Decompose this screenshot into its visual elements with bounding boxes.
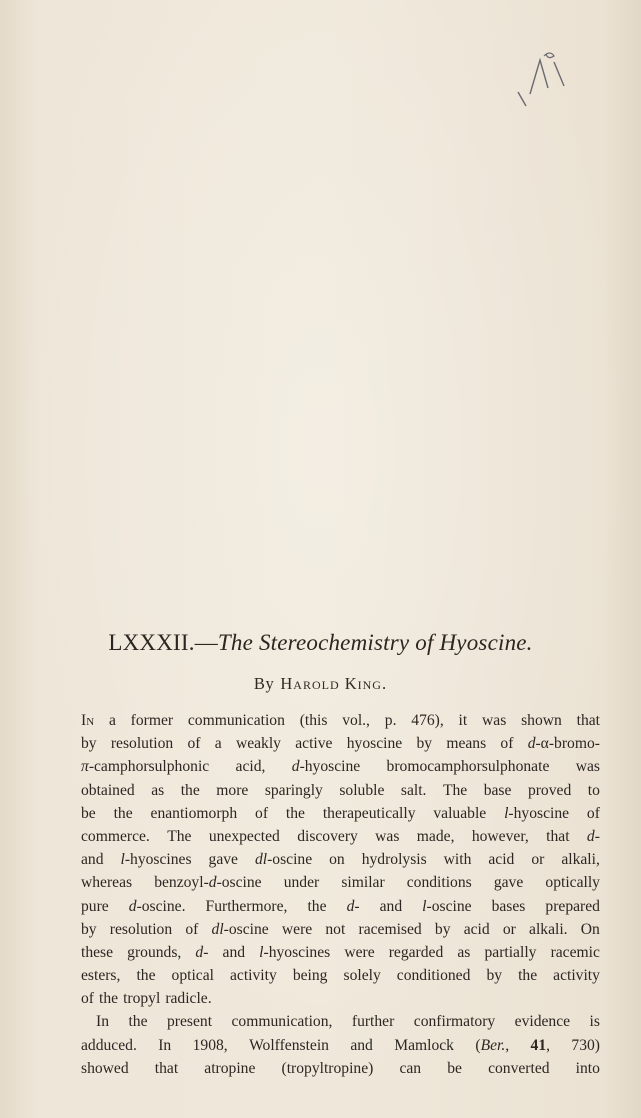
- word: resolution: [110, 735, 174, 753]
- word: was: [482, 712, 507, 729]
- word: 476),: [411, 712, 444, 729]
- word: On: [580, 920, 600, 938]
- text-line: [81, 1057, 600, 1080]
- text-line: [81, 779, 600, 802]
- article-body: [81, 709, 600, 1080]
- word: the: [285, 804, 305, 822]
- word: not: [325, 920, 346, 938]
- word: or: [502, 920, 516, 938]
- word: vol.,: [342, 712, 370, 729]
- word: d-: [586, 827, 600, 845]
- word: a: [108, 712, 116, 729]
- word: and: [81, 851, 104, 869]
- text-line: [81, 941, 600, 964]
- text-line: [81, 1034, 600, 1057]
- word: that: [154, 1059, 179, 1077]
- word: being: [292, 967, 328, 985]
- word: d-: [346, 897, 360, 915]
- word: dl-oscine: [254, 851, 313, 869]
- text-line: [81, 987, 600, 1010]
- word: atropine: [204, 1059, 256, 1077]
- title-word: The: [217, 630, 254, 655]
- word: bromocamphorsulphonate: [386, 758, 550, 776]
- word: of: [586, 804, 600, 822]
- word: (Ber.,: [475, 1036, 510, 1054]
- article-number: LXXXII.: [108, 630, 195, 655]
- word: and: [350, 1036, 373, 1054]
- word: 730): [571, 1036, 600, 1054]
- byline: [0, 674, 641, 694]
- word: pure: [81, 897, 109, 915]
- text-line: [81, 709, 600, 732]
- word: hydrolysis: [361, 851, 427, 869]
- word: soluble: [339, 781, 385, 799]
- author-name: Harold King.: [280, 674, 388, 693]
- text-line: [81, 895, 600, 918]
- word: In: [81, 712, 95, 729]
- pencil-mark: [508, 48, 580, 108]
- word: a: [214, 735, 222, 753]
- text-line: [81, 1010, 600, 1033]
- word: was: [575, 758, 600, 776]
- word: as: [151, 781, 165, 799]
- word: the: [128, 1013, 148, 1031]
- title-word: of: [415, 630, 434, 655]
- word: therapeutically: [322, 804, 416, 822]
- byline-by: By: [253, 674, 275, 693]
- word: is: [589, 1013, 600, 1031]
- word: The: [442, 781, 468, 799]
- word: be: [447, 1059, 462, 1077]
- word: the: [136, 967, 156, 985]
- word: base: [483, 781, 512, 799]
- word: were: [281, 920, 313, 938]
- text-line: [81, 871, 600, 894]
- text-line: [81, 918, 600, 941]
- word: it: [458, 712, 468, 729]
- word: by: [81, 920, 97, 938]
- word: l-hyoscines: [259, 943, 331, 961]
- word: (tropyltropine): [281, 1059, 374, 1077]
- word: optical: [171, 967, 214, 985]
- word: In: [96, 1013, 109, 1031]
- word: means: [446, 735, 487, 753]
- word: optically: [545, 874, 600, 892]
- word: weakly: [235, 735, 281, 753]
- word: l-hyoscine: [504, 804, 570, 822]
- word: that: [546, 827, 570, 845]
- word: under: [283, 874, 320, 892]
- word: 1908,: [192, 1036, 228, 1054]
- word: commerce.: [81, 827, 150, 845]
- word: l-hyoscines: [120, 851, 192, 869]
- word: as: [457, 943, 471, 961]
- word: communication,: [231, 1013, 333, 1031]
- word: unexpected: [208, 827, 280, 845]
- title-dash: —: [194, 630, 218, 655]
- word: hyoscine: [346, 735, 403, 753]
- word: further: [351, 1013, 395, 1031]
- article-title: [0, 630, 641, 656]
- word: sparingly: [264, 781, 323, 799]
- word: resolution: [109, 920, 173, 938]
- word: partially: [484, 943, 537, 961]
- word: Wolffenstein: [249, 1036, 329, 1054]
- word: racemised: [358, 920, 422, 938]
- word: (this: [299, 712, 328, 729]
- word: present: [167, 1013, 213, 1031]
- word: Mamlock: [394, 1036, 454, 1054]
- word: by: [486, 967, 503, 985]
- word: the: [518, 967, 538, 985]
- word: can: [399, 1059, 422, 1077]
- word: d-α-bromo-: [527, 735, 600, 753]
- word: was: [375, 827, 400, 845]
- word: of: [500, 735, 514, 753]
- word: adduced.: [81, 1036, 137, 1054]
- word: activity: [553, 967, 600, 985]
- word: and: [222, 943, 246, 961]
- word: on: [329, 851, 345, 869]
- word: converted: [488, 1059, 550, 1077]
- word: esters,: [81, 967, 121, 985]
- word: and: [379, 897, 403, 915]
- title-word: Hyoscine.: [439, 630, 533, 655]
- word: the: [180, 781, 200, 799]
- word: valuable: [433, 804, 487, 822]
- word: by: [434, 920, 451, 938]
- word: In: [158, 1036, 172, 1054]
- word: alkali,: [561, 851, 600, 869]
- word: acid: [463, 920, 490, 938]
- word: acid: [488, 851, 515, 869]
- word: bases: [491, 897, 526, 915]
- text-line: [81, 732, 600, 755]
- word: be: [81, 804, 96, 822]
- word: of: [81, 990, 94, 1008]
- word: with: [443, 851, 472, 869]
- text-line: [81, 802, 600, 825]
- word: the: [99, 990, 119, 1008]
- word: gave: [208, 851, 238, 869]
- word: π-camphorsulphonic: [81, 758, 210, 776]
- word: these: [81, 943, 114, 961]
- word: of: [187, 735, 201, 753]
- word: obtained: [81, 781, 135, 799]
- word: confirmatory: [413, 1013, 496, 1031]
- word: racemic: [550, 943, 600, 961]
- word: salt.: [400, 781, 427, 799]
- word: prepared: [545, 897, 600, 915]
- word: active: [295, 735, 333, 753]
- word: the: [113, 804, 133, 822]
- word: conditions: [406, 874, 472, 892]
- word: grounds,: [127, 943, 182, 961]
- word: 41,: [530, 1036, 551, 1054]
- word: regarded: [388, 943, 444, 961]
- word: were: [344, 943, 375, 961]
- word: evidence: [514, 1013, 571, 1031]
- word: activity: [230, 967, 277, 985]
- word: made,: [416, 827, 455, 845]
- word: d-oscine.: [128, 897, 186, 915]
- word: by: [416, 735, 433, 753]
- word: more: [216, 781, 249, 799]
- word: p.: [384, 712, 397, 729]
- word: enantiomorph: [150, 804, 238, 822]
- word: tropyl: [123, 990, 161, 1008]
- word: shown: [521, 712, 562, 729]
- word: d-hyoscine: [291, 758, 361, 776]
- word: d-: [195, 943, 209, 961]
- word: the: [307, 897, 327, 915]
- word: acid,: [235, 758, 266, 776]
- word: The: [167, 827, 192, 845]
- word: that: [576, 712, 600, 729]
- word: of: [255, 804, 269, 822]
- word: discovery: [297, 827, 358, 845]
- word: alkali.: [529, 920, 568, 938]
- word: solely: [343, 967, 381, 985]
- word: or: [531, 851, 545, 869]
- text-line: [81, 964, 600, 987]
- word: to: [587, 781, 600, 799]
- word: into: [575, 1059, 600, 1077]
- word: Furthermore,: [205, 897, 288, 915]
- word: gave: [493, 874, 524, 892]
- word: of: [185, 920, 199, 938]
- text-line: [81, 755, 600, 778]
- word: communication: [187, 712, 285, 729]
- word: dl-oscine: [211, 920, 269, 938]
- word: by: [81, 735, 97, 753]
- word: however,: [471, 827, 529, 845]
- word: former: [130, 712, 174, 729]
- text-line: [81, 825, 600, 848]
- word: whereas: [81, 874, 133, 892]
- word: conditioned: [396, 967, 471, 985]
- word: radicle.: [165, 990, 212, 1008]
- title-word: Stereochemistry: [258, 630, 410, 655]
- text-line: [81, 848, 600, 871]
- word: proved: [527, 781, 572, 799]
- word: benzoyl-d-oscine: [154, 874, 262, 892]
- word: similar: [341, 874, 385, 892]
- word: l-oscine: [422, 897, 472, 915]
- word: showed: [81, 1059, 129, 1077]
